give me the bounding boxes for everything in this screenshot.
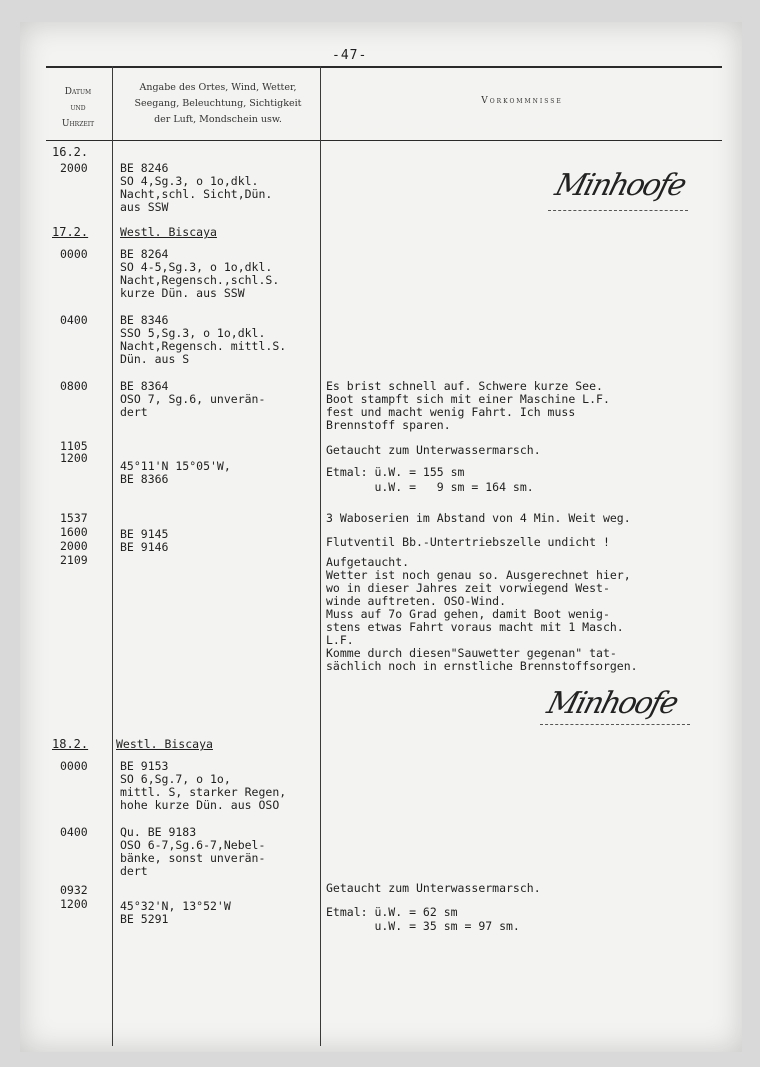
entry-time: 1200 [60, 451, 88, 465]
entry-angabe-line: Nacht,Regensch. mittl.S. [120, 339, 287, 353]
entry-angabe-line: SO 4-5,Sg.3, o 1o,dkl. [120, 260, 273, 274]
entry-angabe-line: dert [120, 864, 148, 878]
entry-time: 1200 [60, 897, 88, 911]
entry-angabe-line: BE 8246 [120, 161, 169, 175]
entry-vorkommnis-line: Etmal: ü.W. = 62 sm [326, 905, 458, 919]
header-bottom-rule [46, 140, 722, 141]
entry-angabe-line: dert [120, 405, 148, 419]
entry-vorkommnis-line: u.W. = 35 sm = 97 sm. [326, 919, 520, 933]
header-top-rule [46, 66, 722, 68]
entry-vorkommnis-line: Brennstoff sparen. [326, 418, 451, 432]
entry-vorkommnis-line: Komme durch diesen"Sauwetter gegenan" tat- [326, 646, 617, 660]
entry-angabe-line: OSO 7, Sg.6, unverän- [120, 392, 266, 406]
entry-time: 2000 [60, 539, 88, 553]
header-datum: Datum und Uhrzeit [61, 87, 95, 129]
entry-vorkommnis-line: Getaucht zum Unterwassermarsch. [326, 443, 541, 457]
entry-angabe-line: BE 9153 [120, 759, 169, 773]
entry-location: Westl. Biscaya [116, 737, 213, 751]
signature-2-underline [540, 724, 690, 726]
entry-angabe-line: 45°11'N 15°05'W, [120, 459, 231, 473]
entry-angabe-line: mittl. S, starker Regen, [120, 785, 287, 799]
entry-angabe-line: BE 8366 [120, 472, 169, 486]
entry-angabe-line: Nacht,schl. Sicht,Dün. [120, 187, 273, 201]
entry-angabe-line: SO 4,Sg.3, o 1o,dkl. [120, 174, 259, 188]
entry-location: Westl. Biscaya [120, 225, 217, 239]
entry-angabe-line: SSO 5,Sg.3, o 1o,dkl. [120, 326, 266, 340]
entry-time: 1105 [60, 439, 88, 453]
entry-date: 17.2. [52, 225, 89, 239]
entry-angabe-line: Dün. aus S [120, 352, 190, 366]
entry-time: 1600 [60, 525, 88, 539]
entry-angabe-line: BE 8346 [120, 313, 169, 327]
entry-angabe-line: BE 9146 [120, 540, 169, 554]
entry-time: 2109 [60, 553, 88, 567]
entry-vorkommnis-line: u.W. = 9 sm = 164 sm. [326, 480, 534, 494]
entry-angabe-line: bänke, sonst unverän- [120, 851, 266, 865]
signature-1: Minhoofe [551, 168, 689, 203]
entry-vorkommnis-line: Flutventil Bb.-Untertriebszelle undicht ! [326, 535, 610, 549]
entry-vorkommnis-line: Etmal: ü.W. = 155 sm [326, 465, 465, 479]
entry-vorkommnis-line: L.F. [326, 633, 354, 647]
entry-vorkommnis-line: Es brist schnell auf. Schwere kurze See. [326, 379, 603, 393]
signature-1-underline [548, 210, 688, 212]
entry-vorkommnis-line: fest und macht wenig Fahrt. Ich muss [326, 405, 576, 419]
entry-time: 0400 [60, 825, 88, 839]
entry-angabe-line: SO 6,Sg.7, o 1o, [120, 772, 231, 786]
entry-angabe-line: hohe kurze Dün. aus OSO [120, 798, 280, 812]
entry-time: 0400 [60, 313, 88, 327]
entry-time: 0000 [60, 759, 88, 773]
entry-vorkommnis-line: winde auftreten. OSO-Wind. [326, 594, 507, 608]
entry-vorkommnis-line: Boot stampft sich mit einer Maschine L.F. [326, 392, 610, 406]
entry-time: 0000 [60, 247, 88, 261]
entry-vorkommnis-line: Getaucht zum Unterwassermarsch. [326, 881, 541, 895]
entry-angabe-line: Nacht,Regensch.,schl.S. [120, 273, 280, 287]
entry-angabe-line: BE 9145 [120, 527, 169, 541]
entry-vorkommnis-line: Wetter ist noch genau so. Ausgerechnet hier, [326, 568, 631, 582]
entry-vorkommnis-line: sächlich noch in ernstliche Brennstoffsorgen. [326, 659, 638, 673]
entry-angabe-line: 45°32'N, 13°52'W [120, 899, 231, 913]
entry-date: 16.2. [52, 145, 89, 159]
entry-angabe-line: BE 8264 [120, 247, 169, 261]
entry-vorkommnis-line: stens etwas Fahrt voraus macht mit 1 Masch. [326, 620, 624, 634]
entry-time: 2000 [60, 161, 88, 175]
header-angabe: Angabe des Ortes, Wind, Wetter, Seegang, Beleuchtung, Sichtigkeit der Luft, Mondschein usw. [134, 82, 302, 125]
entry-angabe-line: OSO 6-7,Sg.6-7,Nebel- [120, 838, 266, 852]
entry-date: 18.2. [52, 737, 89, 751]
entry-angabe-line: Qu. BE 9183 [120, 825, 197, 839]
signature-2: Minhoofe [543, 686, 681, 721]
entry-vorkommnis-line: Muss auf 7o Grad gehen, damit Boot wenig- [326, 607, 610, 621]
entry-vorkommnis-line: wo in dieser Jahres zeit vorwiegend West- [326, 581, 610, 595]
entry-angabe-line: BE 5291 [120, 912, 169, 926]
column-divider-1 [112, 66, 113, 1046]
entry-angabe-line: BE 8364 [120, 379, 169, 393]
entry-time: 0800 [60, 379, 88, 393]
column-divider-2 [320, 66, 321, 1046]
entry-vorkommnis-line: Aufgetaucht. [326, 555, 410, 569]
entry-vorkommnis-line: 3 Waboserien im Abstand von 4 Min. Weit weg. [326, 511, 631, 525]
header-vorkommnisse: Vorkommnisse [481, 96, 563, 106]
entry-angabe-line: kurze Dün. aus SSW [120, 286, 245, 300]
entry-angabe-line: aus SSW [120, 200, 169, 214]
entry-time: 1537 [60, 511, 88, 525]
entry-time: 0932 [60, 883, 88, 897]
page-number: -47- [332, 48, 368, 63]
